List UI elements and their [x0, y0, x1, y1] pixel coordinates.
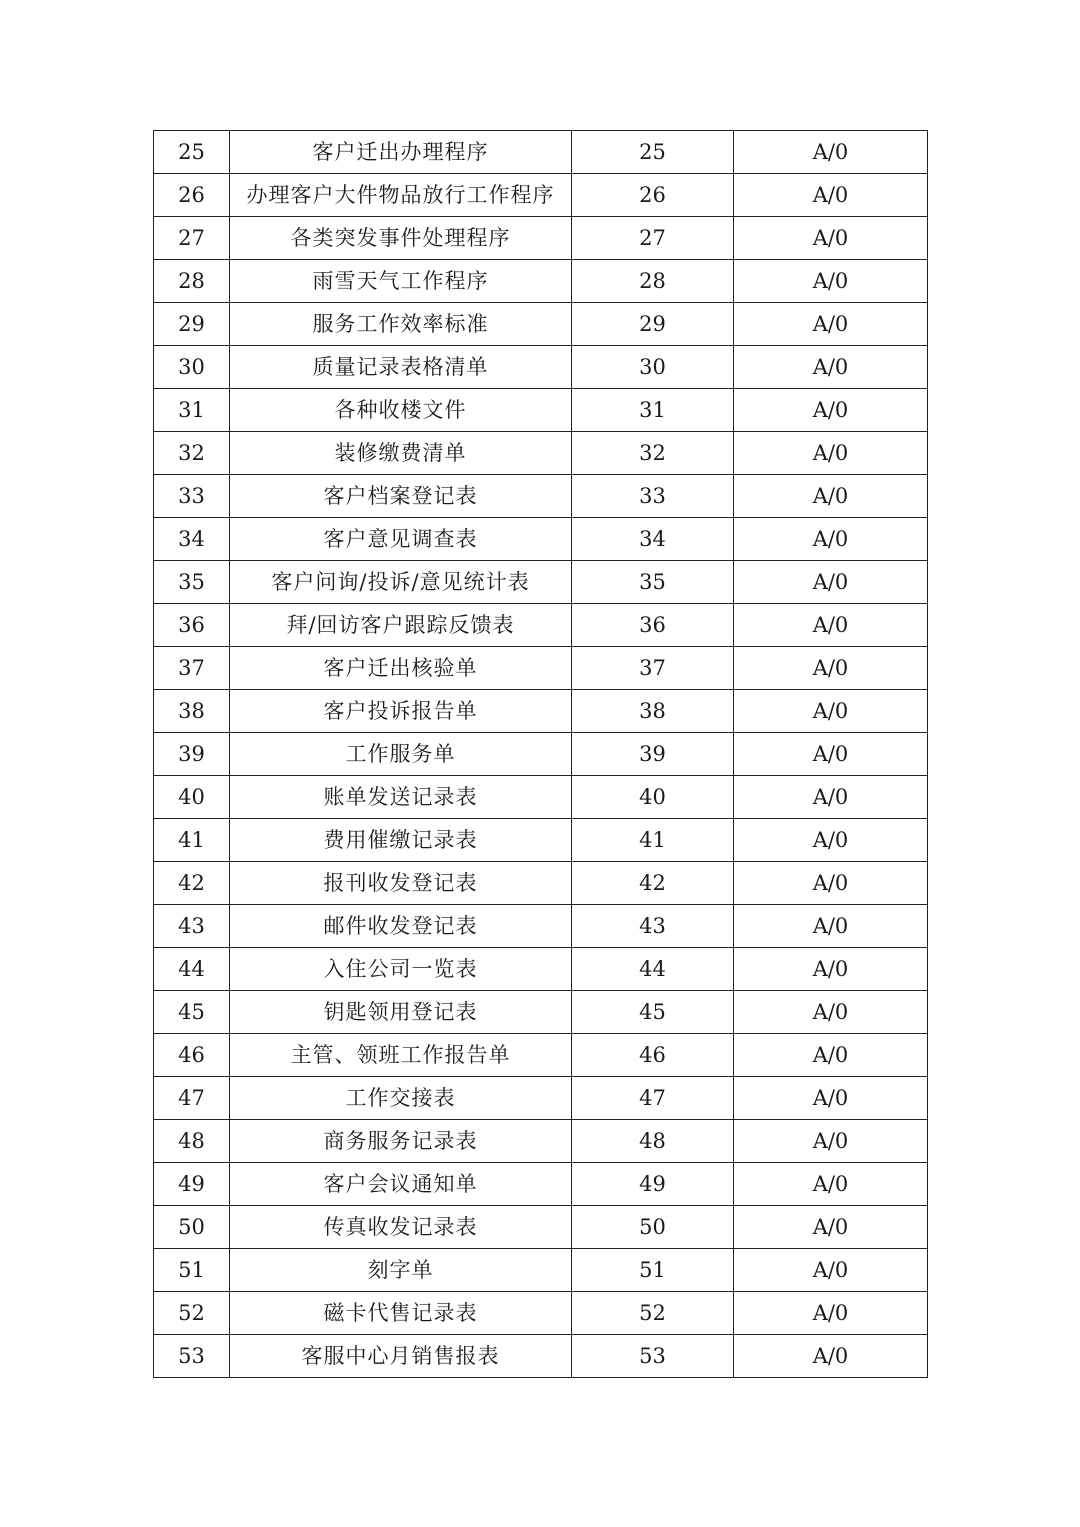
row-number-cell: 44 [154, 948, 230, 991]
document-name-cell: 商务服务记录表 [230, 1120, 572, 1163]
table-row [154, 733, 928, 776]
row-number-cell: 50 [154, 1206, 230, 1249]
document-code-cell: 29 [572, 303, 734, 346]
table-row [154, 174, 928, 217]
row-number-cell: 37 [154, 647, 230, 690]
row-number-cell: 25 [154, 131, 230, 174]
row-number-cell: 40 [154, 776, 230, 819]
version-cell: A/0 [734, 389, 928, 432]
table-row [154, 561, 928, 604]
document-name-cell: 服务工作效率标准 [230, 303, 572, 346]
table-row [154, 776, 928, 819]
version-cell: A/0 [734, 260, 928, 303]
table-row [154, 690, 928, 733]
row-number-cell: 45 [154, 991, 230, 1034]
document-code-cell: 39 [572, 733, 734, 776]
document-name-cell: 入住公司一览表 [230, 948, 572, 991]
document-name-cell: 邮件收发登记表 [230, 905, 572, 948]
version-cell: A/0 [734, 518, 928, 561]
document-name-cell: 雨雪天气工作程序 [230, 260, 572, 303]
document-code-cell: 50 [572, 1206, 734, 1249]
version-cell: A/0 [734, 475, 928, 518]
document-code-cell: 34 [572, 518, 734, 561]
table-row [154, 1034, 928, 1077]
table-row [154, 1077, 928, 1120]
row-number-cell: 52 [154, 1292, 230, 1335]
table-row [154, 862, 928, 905]
table-row [154, 518, 928, 561]
document-code-cell: 42 [572, 862, 734, 905]
row-number-cell: 46 [154, 1034, 230, 1077]
document-name-cell: 主管、领班工作报告单 [230, 1034, 572, 1077]
document-name-cell: 客户迁出核验单 [230, 647, 572, 690]
row-number-cell: 36 [154, 604, 230, 647]
row-number-cell: 29 [154, 303, 230, 346]
version-cell: A/0 [734, 1206, 928, 1249]
version-cell: A/0 [734, 690, 928, 733]
document-name-cell: 工作交接表 [230, 1077, 572, 1120]
table-row [154, 991, 928, 1034]
document-list-table [153, 130, 928, 1378]
document-name-cell: 刻字单 [230, 1249, 572, 1292]
document-name-cell: 客服中心月销售报表 [230, 1335, 572, 1378]
table-row [154, 346, 928, 389]
table-row [154, 819, 928, 862]
document-name-cell: 客户问询/投诉/意见统计表 [230, 561, 572, 604]
table-body [154, 131, 928, 1378]
row-number-cell: 39 [154, 733, 230, 776]
document-code-cell: 49 [572, 1163, 734, 1206]
row-number-cell: 48 [154, 1120, 230, 1163]
document-code-cell: 46 [572, 1034, 734, 1077]
version-cell: A/0 [734, 1163, 928, 1206]
table-row [154, 217, 928, 260]
document-code-cell: 52 [572, 1292, 734, 1335]
version-cell: A/0 [734, 647, 928, 690]
table-row [154, 1120, 928, 1163]
row-number-cell: 31 [154, 389, 230, 432]
document-code-cell: 47 [572, 1077, 734, 1120]
document-name-cell: 客户投诉报告单 [230, 690, 572, 733]
version-cell: A/0 [734, 432, 928, 475]
document-name-cell: 客户迁出办理程序 [230, 131, 572, 174]
document-code-cell: 51 [572, 1249, 734, 1292]
version-cell: A/0 [734, 1335, 928, 1378]
version-cell: A/0 [734, 948, 928, 991]
row-number-cell: 32 [154, 432, 230, 475]
document-name-cell: 质量记录表格清单 [230, 346, 572, 389]
row-number-cell: 34 [154, 518, 230, 561]
row-number-cell: 28 [154, 260, 230, 303]
version-cell: A/0 [734, 131, 928, 174]
table-row [154, 905, 928, 948]
document-name-cell: 费用催缴记录表 [230, 819, 572, 862]
document-name-cell: 办理客户大件物品放行工作程序 [230, 174, 572, 217]
row-number-cell: 26 [154, 174, 230, 217]
version-cell: A/0 [734, 217, 928, 260]
version-cell: A/0 [734, 1249, 928, 1292]
document-name-cell: 装修缴费清单 [230, 432, 572, 475]
row-number-cell: 53 [154, 1335, 230, 1378]
document-name-cell: 各种收楼文件 [230, 389, 572, 432]
version-cell: A/0 [734, 819, 928, 862]
table-row [154, 1163, 928, 1206]
table-row [154, 948, 928, 991]
document-name-cell: 磁卡代售记录表 [230, 1292, 572, 1335]
document-code-cell: 28 [572, 260, 734, 303]
version-cell: A/0 [734, 733, 928, 776]
document-name-cell: 传真收发记录表 [230, 1206, 572, 1249]
version-cell: A/0 [734, 862, 928, 905]
document-name-cell: 账单发送记录表 [230, 776, 572, 819]
document-code-cell: 45 [572, 991, 734, 1034]
version-cell: A/0 [734, 303, 928, 346]
table-row [154, 432, 928, 475]
table-row [154, 647, 928, 690]
table-row [154, 1249, 928, 1292]
document-code-cell: 30 [572, 346, 734, 389]
document-name-cell: 拜/回访客户跟踪反馈表 [230, 604, 572, 647]
version-cell: A/0 [734, 776, 928, 819]
document-code-cell: 48 [572, 1120, 734, 1163]
table-row [154, 1292, 928, 1335]
version-cell: A/0 [734, 1077, 928, 1120]
table-row [154, 389, 928, 432]
document-code-cell: 43 [572, 905, 734, 948]
table-row [154, 260, 928, 303]
row-number-cell: 30 [154, 346, 230, 389]
document-code-cell: 38 [572, 690, 734, 733]
table-row [154, 604, 928, 647]
version-cell: A/0 [734, 561, 928, 604]
table-row [154, 1335, 928, 1378]
document-code-cell: 40 [572, 776, 734, 819]
document-name-cell: 钥匙领用登记表 [230, 991, 572, 1034]
row-number-cell: 51 [154, 1249, 230, 1292]
version-cell: A/0 [734, 905, 928, 948]
document-code-cell: 25 [572, 131, 734, 174]
row-number-cell: 43 [154, 905, 230, 948]
document-code-cell: 44 [572, 948, 734, 991]
table-row [154, 475, 928, 518]
document-code-cell: 33 [572, 475, 734, 518]
table-row [154, 1206, 928, 1249]
document-code-cell: 26 [572, 174, 734, 217]
document-code-cell: 41 [572, 819, 734, 862]
row-number-cell: 38 [154, 690, 230, 733]
document-code-cell: 32 [572, 432, 734, 475]
row-number-cell: 47 [154, 1077, 230, 1120]
document-name-cell: 报刊收发登记表 [230, 862, 572, 905]
row-number-cell: 49 [154, 1163, 230, 1206]
row-number-cell: 41 [154, 819, 230, 862]
document-code-cell: 27 [572, 217, 734, 260]
document-name-cell: 客户会议通知单 [230, 1163, 572, 1206]
document-name-cell: 工作服务单 [230, 733, 572, 776]
version-cell: A/0 [734, 1292, 928, 1335]
document-code-cell: 36 [572, 604, 734, 647]
row-number-cell: 33 [154, 475, 230, 518]
table-row [154, 303, 928, 346]
version-cell: A/0 [734, 991, 928, 1034]
version-cell: A/0 [734, 1120, 928, 1163]
version-cell: A/0 [734, 346, 928, 389]
version-cell: A/0 [734, 1034, 928, 1077]
document-name-cell: 客户档案登记表 [230, 475, 572, 518]
row-number-cell: 35 [154, 561, 230, 604]
document-code-cell: 31 [572, 389, 734, 432]
document-code-cell: 37 [572, 647, 734, 690]
table-row [154, 131, 928, 174]
document-name-cell: 各类突发事件处理程序 [230, 217, 572, 260]
document-name-cell: 客户意见调查表 [230, 518, 572, 561]
document-code-cell: 35 [572, 561, 734, 604]
row-number-cell: 42 [154, 862, 230, 905]
document-code-cell: 53 [572, 1335, 734, 1378]
row-number-cell: 27 [154, 217, 230, 260]
version-cell: A/0 [734, 174, 928, 217]
version-cell: A/0 [734, 604, 928, 647]
